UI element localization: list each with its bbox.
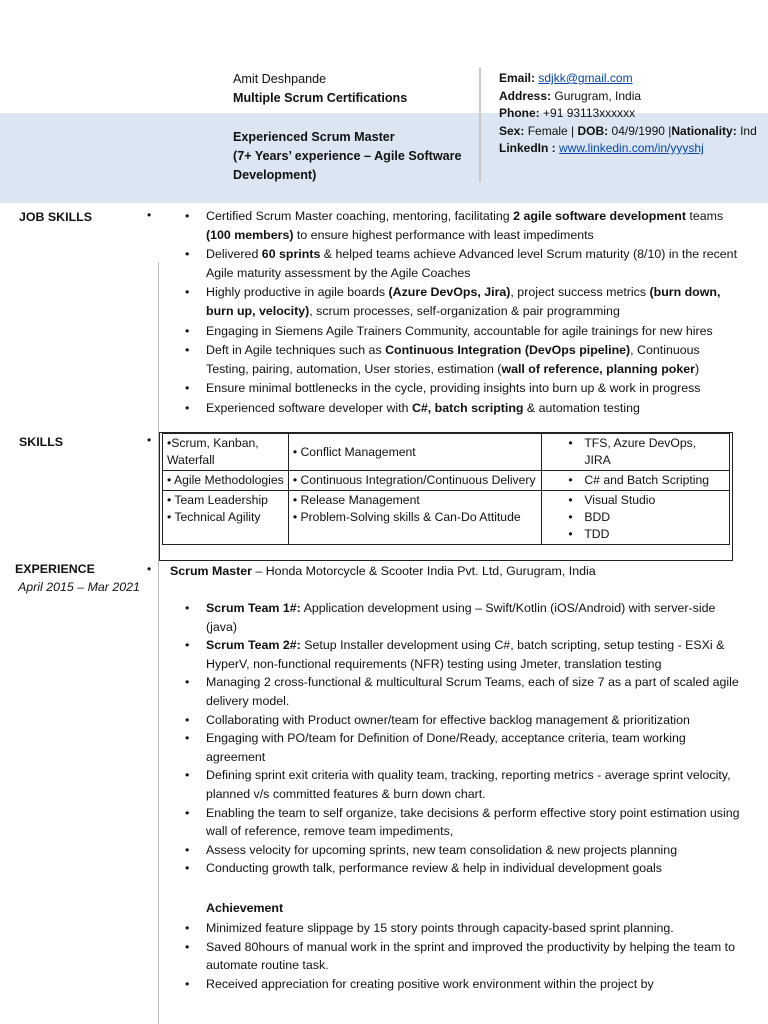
table-cell [163,491,289,545]
table-cell [542,434,730,471]
address-value: Gurugram, India [554,88,642,103]
title-line-2: (7+ Years’ experience – Agile Software [233,149,462,163]
sex-value: Female | [527,123,575,138]
table-cell [288,491,542,545]
job-skill-item: • Engaging in Siemens Agile Trainers Community, accountable for agile trainings for new hires [183,322,743,341]
list-item: • Release Management [292,493,420,507]
experience-marker: • [147,562,152,576]
table-row [163,491,730,545]
table-cell [542,471,730,491]
table-row [163,434,730,471]
table-cell: •Scrum, Kanban, Waterfall [163,434,289,471]
experience-heading: EXPERIENCE [15,562,95,576]
table-cell: • Agile Methodologies [163,471,289,491]
header-divider [479,68,481,182]
job-skill-item: • Highly productive in agile boards (Azure DevOps, Jira), project success metrics (burn down, burn up, velocity), scrum processes, self-organization & pair programming [183,283,743,321]
nationality-value: Ind [740,123,757,138]
skills-marker: • [147,433,152,447]
title-line-3: Development) [233,168,317,182]
table-row [163,471,730,491]
job-skill-item: • Delivered 60 sprints & helped teams achieve Advanced level Scrum maturity (8/10) in the recent Agile maturity assessment by the Agile Coaches [183,245,743,283]
certifications-line: Multiple Scrum Certifications [233,91,408,105]
list-item: • Managing 2 cross-functional & multicultural Scrum Teams, each of size 7 as a part of scaled agile delivery model. [183,673,743,710]
list-item: • BDD [546,509,725,526]
sex-label: Sex: [499,123,525,138]
achievement-heading: Achievement [206,901,284,915]
job-skills-marker: • [147,208,152,222]
contact-email-row [499,70,768,88]
role-title: Scrum Master [170,564,252,578]
email-link[interactable]: sdjkk@gmail.com [538,71,633,85]
contact-block [499,70,768,158]
list-item: • Enabling the team to self organize, take decisions & perform effective story point estimation using wall of reference, remove team impediments, [183,804,743,841]
job-skill-item: • Certified Scrum Master coaching, mentoring, facilitating 2 agile software development teams (100 members) to ensure highest performance with least impediments [183,207,743,245]
name-block [233,70,478,108]
job-skill-item: • Experienced software developer with C#, batch scripting & automation testing [183,399,743,418]
table-cell: • Conflict Management [288,434,542,471]
list-item: • Visual Studio [546,492,725,509]
table-cell [542,491,730,545]
email-label: Email: [499,71,536,85]
skills-heading: SKILLS [19,435,64,449]
title-line-1: Experienced Scrum Master [233,130,395,144]
list-item: • Assess velocity for upcoming sprints, new team consolidation & new projects planning [183,841,743,860]
list-item: • Received appreciation for creating positive work environment within the project by [183,975,743,994]
contact-linkedin-row [499,140,768,158]
list-item: • Defining sprint exit criteria with quality team, tracking, reporting metrics - average sprint velocity, planned v/s committed features & burn down chart. [183,766,743,803]
list-item: • Problem-Solving skills & Can-Do Attitude [292,510,521,524]
list-item: • Saved 80hours of manual work in the sprint and improved the productivity by helping the team to automate routine task. [183,938,743,975]
job-skills-heading: JOB SKILLS [19,210,92,224]
nationality-label: Nationality: [671,123,737,138]
list-item: • Scrum Team 2#: Setup Installer development using C#, batch scripting, setup testing - ESXi & HyperV, non-functional requirements (NFR) testing using Jmeter, translation testing [183,636,743,673]
professional-title [233,128,478,185]
company-name: – Honda Motorcycle & Scooter India Pvt. Ltd, Gurugram, India [251,564,596,578]
job-skills-list [183,207,743,418]
linkedin-link[interactable]: www.linkedin.com/in/yyyshj [559,141,704,155]
achievement-list [183,919,743,993]
linkedin-label: LinkedIn : [499,141,556,155]
list-item: • Collaborating with Product owner/team for effective backlog management & prioritization [183,711,743,730]
list-item: • Technical Agility [167,510,261,524]
address-label: Address: [499,88,552,103]
contact-address-row [499,88,768,106]
phone-value: +91 93113xxxxxx [543,106,636,120]
section-divider-line [158,262,159,1024]
list-item: • Team Leadership [167,493,268,507]
list-item: • TDD [546,526,725,543]
list-item: • Conducting growth talk, performance review & help in individual development goals [183,859,743,878]
job-skill-item: • Ensure minimal bottlenecks in the cycle, providing insights into burn up & work in progress [183,379,743,398]
dob-label: DOB: [577,123,609,138]
job-skill-item: • Deft in Agile techniques such as Continuous Integration (DevOps pipeline), Continuous Testing, pairing, automation, User stories, estimation (wall of reference, planning poker) [183,341,743,379]
contact-phone-row [499,105,768,123]
list-item: • Scrum Team 1#: Application development using – Swift/Kotlin (iOS/Android) with server-side (java) [183,599,743,636]
list-item: • Engaging with PO/team for Definition of Done/Ready, acceptance criteria, team working agreement [183,729,743,766]
dob-value: 04/9/1990 | [611,123,672,138]
list-item: • TFS, Azure DevOps, JIRA [546,435,725,469]
phone-label: Phone: [499,106,540,120]
experience-dates: April 2015 – Mar 2021 [18,580,140,594]
table-cell: • Continuous Integration/Continuous Delivery [288,471,542,491]
list-item: • Minimized feature slippage by 15 story points through capacity-based sprint planning. [183,919,743,938]
skills-table [162,433,730,545]
experience-role-line [170,564,760,578]
contact-personal-row [499,123,768,141]
candidate-name: Amit Deshpande [233,72,327,86]
list-item: • C# and Batch Scripting [546,472,725,489]
experience-list [183,598,743,878]
